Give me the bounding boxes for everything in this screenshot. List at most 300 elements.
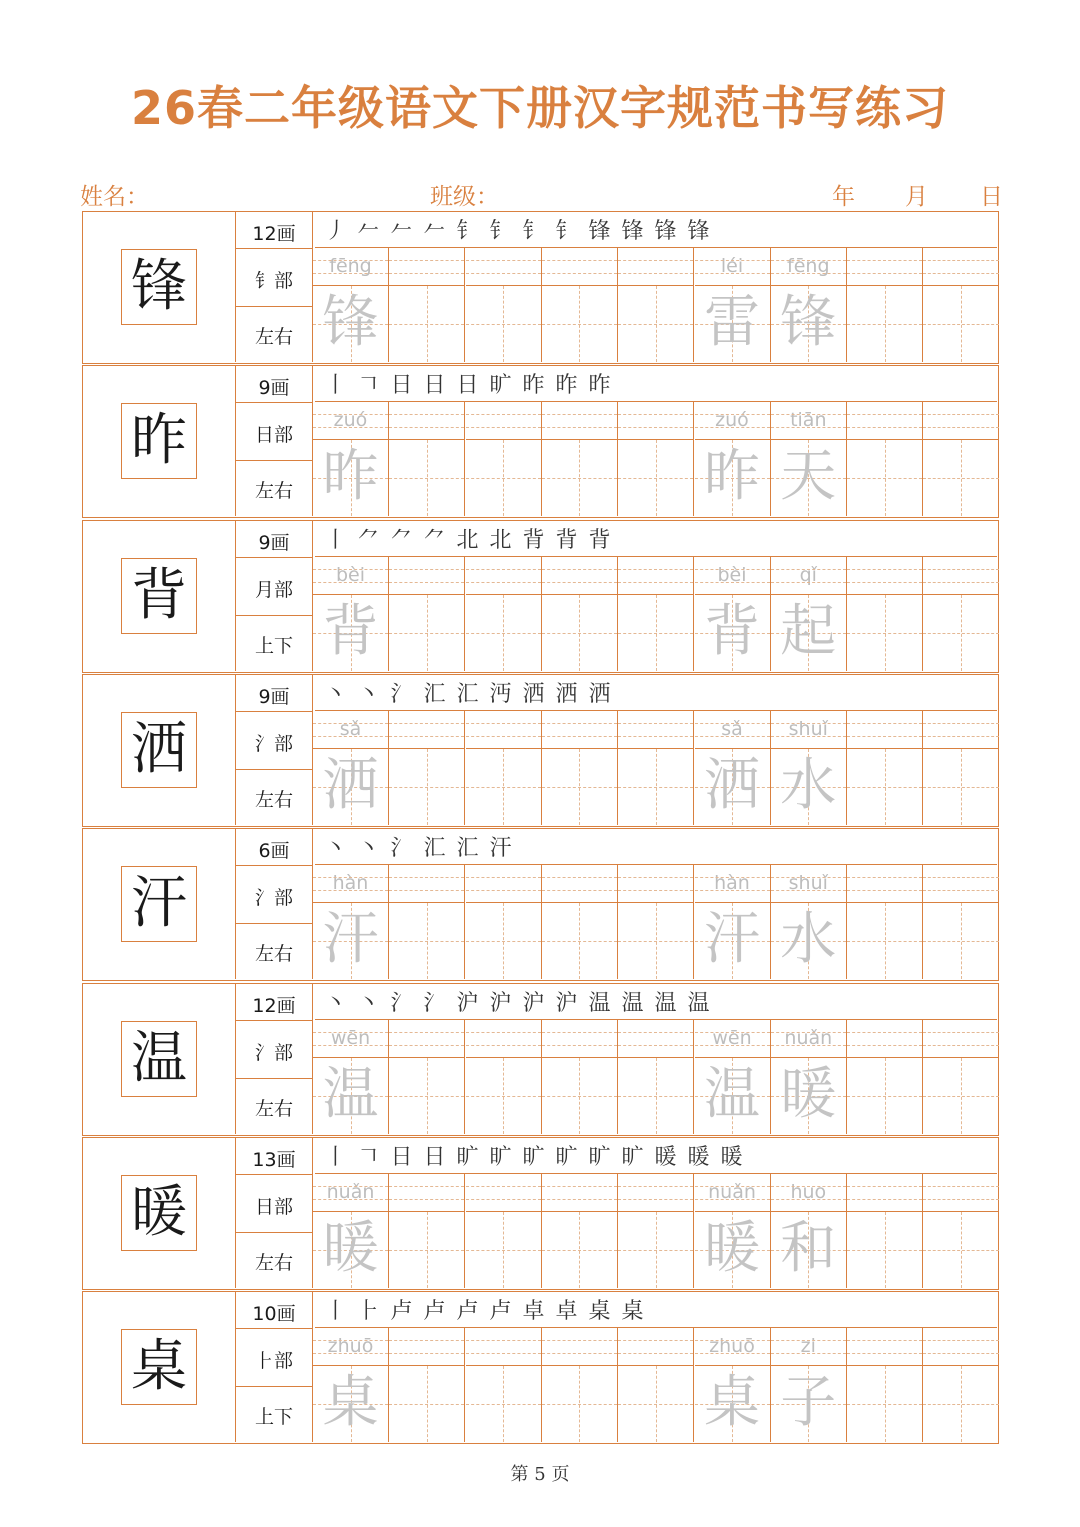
info-divider xyxy=(236,557,312,558)
character-block xyxy=(82,365,999,518)
radical-label: 钅部 xyxy=(254,270,293,292)
pinyin-line xyxy=(542,1328,618,1366)
writing-cell[interactable] xyxy=(771,402,847,516)
character-block xyxy=(82,674,999,827)
writing-cell[interactable] xyxy=(313,1174,389,1288)
trace-character: 暖 xyxy=(780,1061,837,1127)
pinyin-line: shuǐ xyxy=(771,865,847,903)
writing-cell[interactable] xyxy=(618,557,694,671)
character-info xyxy=(236,984,313,1134)
stroke-step: 锋 xyxy=(588,219,611,244)
info-divider xyxy=(236,1078,312,1079)
radical-label: 氵部 xyxy=(254,1041,293,1064)
structure-label: 上下 xyxy=(254,634,293,657)
tian-grid-box xyxy=(466,286,542,362)
tian-grid-box xyxy=(389,1058,465,1134)
writing-cell[interactable] xyxy=(466,1174,542,1288)
tian-grid-box xyxy=(313,903,389,979)
stroke-step: 钅 xyxy=(522,219,545,244)
trace-character: 暖 xyxy=(704,1215,760,1281)
stroke-step: 旷 xyxy=(621,1144,644,1170)
trace-character: 起 xyxy=(780,598,837,664)
pinyin-line: zi xyxy=(771,1328,847,1366)
stroke-step: 暖 xyxy=(720,1144,743,1170)
writing-cell[interactable] xyxy=(542,711,618,825)
pinyin-line xyxy=(923,865,999,903)
writing-grid xyxy=(313,402,998,516)
writing-cell[interactable] xyxy=(771,1328,847,1442)
writing-cell[interactable] xyxy=(313,1328,389,1442)
trace-character: 洒 xyxy=(704,752,760,818)
character-info xyxy=(236,829,313,979)
writing-cell[interactable] xyxy=(847,248,923,362)
pinyin-line xyxy=(466,1020,542,1058)
writing-cell[interactable] xyxy=(542,557,618,671)
tian-grid-box xyxy=(847,903,923,979)
writing-cell[interactable] xyxy=(466,402,542,516)
stroke-step: 氵 xyxy=(390,681,413,707)
tian-grid-box xyxy=(923,440,999,516)
model-character-cell xyxy=(83,829,236,979)
stroke-step: 沪 xyxy=(555,990,578,1016)
writing-cell[interactable] xyxy=(389,1020,465,1134)
tian-grid-box xyxy=(313,749,389,825)
stroke-step: 背 xyxy=(522,527,545,553)
character-block xyxy=(82,1291,999,1444)
model-character-cell xyxy=(83,212,236,362)
stroke-step: 旷 xyxy=(522,1144,545,1170)
pinyin-line: léi xyxy=(695,248,771,286)
tian-grid-box xyxy=(618,1058,694,1134)
pinyin-line xyxy=(618,402,694,440)
stroke-step: 钅 xyxy=(555,219,578,244)
tian-grid-box xyxy=(466,749,542,825)
pinyin-line xyxy=(618,1328,694,1366)
structure-label: 左右 xyxy=(254,1097,293,1120)
radical-label: 日部 xyxy=(254,424,293,447)
tian-grid-box xyxy=(771,1212,847,1288)
writing-cell[interactable] xyxy=(313,865,389,979)
tian-grid-box xyxy=(695,1058,771,1134)
writing-cell[interactable] xyxy=(771,248,847,362)
writing-cell[interactable] xyxy=(618,1328,694,1442)
stroke-step: 沪 xyxy=(489,990,512,1016)
stroke-step: 昨 xyxy=(522,373,545,399)
tian-grid-box xyxy=(313,1212,389,1288)
stroke-step: 氵 xyxy=(390,836,413,862)
writing-cell[interactable] xyxy=(695,248,771,362)
writing-cell[interactable] xyxy=(771,865,847,979)
writing-cell[interactable] xyxy=(542,1020,618,1134)
writing-cell[interactable] xyxy=(618,1174,694,1288)
tian-grid-box xyxy=(466,1366,542,1442)
writing-cell[interactable] xyxy=(695,1174,771,1288)
writing-cell[interactable] xyxy=(847,1328,923,1442)
stroke-step: 氵 xyxy=(423,990,446,1016)
structure-label: 左右 xyxy=(254,943,293,966)
tian-grid-box xyxy=(695,440,771,516)
writing-cell[interactable] xyxy=(313,1020,389,1134)
class-label: 班级： xyxy=(430,184,499,210)
writing-cell[interactable] xyxy=(542,402,618,516)
info-divider xyxy=(236,402,312,403)
info-divider xyxy=(236,711,312,712)
writing-cell[interactable] xyxy=(389,1328,465,1442)
writing-cell[interactable] xyxy=(542,1328,618,1442)
stroke-step: 丨 xyxy=(324,527,347,553)
tian-grid-box xyxy=(695,749,771,825)
pinyin-line xyxy=(923,1328,999,1366)
model-character-cell xyxy=(83,675,236,825)
pinyin-line xyxy=(389,1174,465,1212)
tian-grid-box xyxy=(923,749,999,825)
pinyin-line xyxy=(847,865,923,903)
stroke-step: 汇 xyxy=(423,836,446,862)
pinyin-line xyxy=(618,865,694,903)
tian-grid-box xyxy=(923,903,999,979)
writing-cell[interactable] xyxy=(618,248,694,362)
stroke-step: 昨 xyxy=(588,373,611,399)
stroke-step: 桌 xyxy=(588,1299,611,1325)
model-character: 桌 xyxy=(121,1329,197,1405)
info-divider xyxy=(236,615,312,616)
structure-label: 上下 xyxy=(254,1406,293,1429)
pinyin-line xyxy=(847,1174,923,1212)
stroke-step: 锋 xyxy=(654,219,677,244)
pinyin-line xyxy=(542,711,618,749)
writing-cell[interactable] xyxy=(847,711,923,825)
model-character: 洒 xyxy=(121,712,197,788)
stroke-step: 丶 xyxy=(324,836,347,862)
tian-grid-box xyxy=(923,595,999,671)
stroke-count: 10画 xyxy=(252,1303,296,1326)
writing-cell[interactable] xyxy=(695,865,771,979)
writing-cell[interactable] xyxy=(466,865,542,979)
stroke-step: 旷 xyxy=(555,1144,578,1170)
tian-grid-box xyxy=(389,903,465,979)
writing-grid xyxy=(313,1174,998,1288)
tian-grid-box xyxy=(389,1212,465,1288)
writing-cell[interactable] xyxy=(923,865,999,979)
tian-grid-box xyxy=(542,1212,618,1288)
stroke-step: 丶 xyxy=(357,990,380,1016)
writing-cell[interactable] xyxy=(847,1174,923,1288)
stroke-step: 丨 xyxy=(324,1144,347,1170)
trace-character: 洒 xyxy=(322,752,379,818)
writing-cell[interactable] xyxy=(695,711,771,825)
tian-grid-box xyxy=(466,1212,542,1288)
stroke-count: 6画 xyxy=(258,840,290,863)
stroke-step: 北 xyxy=(489,527,512,553)
writing-cell[interactable] xyxy=(466,248,542,362)
writing-cell[interactable] xyxy=(466,711,542,825)
writing-cell[interactable] xyxy=(847,557,923,671)
writing-cell[interactable] xyxy=(466,1328,542,1442)
writing-cell[interactable] xyxy=(618,402,694,516)
pinyin-line xyxy=(923,1174,999,1212)
pinyin-line: tiān xyxy=(771,402,847,440)
writing-cell[interactable] xyxy=(923,557,999,671)
writing-cell[interactable] xyxy=(771,1020,847,1134)
page-title: 26春二年级语文下册汉字规范书写练习 xyxy=(130,81,949,135)
writing-cell[interactable] xyxy=(771,1174,847,1288)
writing-cell[interactable] xyxy=(542,865,618,979)
tian-grid-box xyxy=(771,903,847,979)
trace-character: 汗 xyxy=(322,907,379,973)
stroke-step: 𠂉 xyxy=(423,219,446,244)
stroke-step: 丶 xyxy=(324,990,347,1016)
stroke-step: 沔 xyxy=(489,681,512,707)
tian-grid-box xyxy=(466,440,542,516)
stroke-step: 锋 xyxy=(687,219,710,244)
stroke-step: 日 xyxy=(423,1144,446,1170)
stroke-step: 丶 xyxy=(357,836,380,862)
writing-cell[interactable] xyxy=(389,1174,465,1288)
writing-cell[interactable] xyxy=(923,1328,999,1442)
character-block xyxy=(82,983,999,1136)
stroke-step: 暖 xyxy=(654,1144,677,1170)
writing-cell[interactable] xyxy=(389,557,465,671)
writing-cell[interactable] xyxy=(847,1020,923,1134)
pinyin-line xyxy=(466,248,542,286)
pinyin-line: wēn xyxy=(695,1020,771,1058)
tian-grid-box xyxy=(847,1058,923,1134)
pinyin-line xyxy=(923,711,999,749)
tian-grid-box xyxy=(618,1212,694,1288)
stroke-order xyxy=(315,829,997,865)
tian-grid-box xyxy=(771,595,847,671)
stroke-step: 丶 xyxy=(357,681,380,707)
tian-grid-box xyxy=(618,1366,694,1442)
stroke-step: 卢 xyxy=(456,1299,479,1325)
model-character: 汗 xyxy=(121,866,197,942)
writing-cell[interactable] xyxy=(313,402,389,516)
info-divider xyxy=(236,460,312,461)
pinyin-line xyxy=(618,557,694,595)
trace-character: 汗 xyxy=(704,907,760,973)
pinyin-line xyxy=(466,1328,542,1366)
stroke-order xyxy=(315,366,997,402)
writing-cell[interactable] xyxy=(923,1174,999,1288)
pinyin-line xyxy=(542,248,618,286)
tian-grid-box xyxy=(695,903,771,979)
trace-character: 暖 xyxy=(322,1215,379,1281)
stroke-order xyxy=(315,675,997,711)
writing-cell[interactable] xyxy=(923,711,999,825)
info-divider xyxy=(236,248,312,249)
writing-cell[interactable] xyxy=(313,248,389,362)
writing-cell[interactable] xyxy=(695,1020,771,1134)
pinyin-line xyxy=(847,1328,923,1366)
trace-character: 雷 xyxy=(704,290,760,355)
pinyin-line: zhuō xyxy=(313,1328,389,1366)
stroke-step: 沪 xyxy=(522,990,545,1016)
stroke-step: 卢 xyxy=(390,1299,413,1325)
trace-character: 水 xyxy=(780,752,837,818)
pinyin-line: hàn xyxy=(695,865,771,903)
info-divider xyxy=(236,306,312,307)
trace-character: 背 xyxy=(322,598,379,664)
tian-grid-box xyxy=(695,286,771,362)
writing-cell[interactable] xyxy=(389,402,465,516)
tian-grid-box xyxy=(313,440,389,516)
info-divider xyxy=(236,1174,312,1175)
stroke-step: 丶 xyxy=(324,681,347,707)
model-character: 暖 xyxy=(121,1175,197,1251)
structure-label: 左右 xyxy=(254,326,293,348)
stroke-order xyxy=(315,1292,997,1328)
pinyin-line: qǐ xyxy=(771,557,847,595)
tian-grid-box xyxy=(695,1366,771,1442)
stroke-step: 昨 xyxy=(555,373,578,399)
model-character: 背 xyxy=(121,558,197,634)
pinyin-line: shuǐ xyxy=(771,711,847,749)
writing-cell[interactable] xyxy=(923,248,999,362)
trace-character: 桌 xyxy=(322,1370,379,1436)
stroke-step: 卢 xyxy=(423,1299,446,1325)
writing-cell[interactable] xyxy=(695,557,771,671)
info-divider xyxy=(236,923,312,924)
stroke-step: 桌 xyxy=(621,1299,644,1325)
pinyin-line: nuǎn xyxy=(313,1174,389,1212)
stroke-step: 汇 xyxy=(423,681,446,707)
stroke-step: 背 xyxy=(588,527,611,553)
pinyin-line: sǎ xyxy=(695,711,771,749)
writing-cell[interactable] xyxy=(923,402,999,516)
stroke-step: 暖 xyxy=(687,1144,710,1170)
tian-grid-box xyxy=(771,286,847,362)
pinyin-line xyxy=(389,865,465,903)
trace-character: 桌 xyxy=(704,1370,760,1436)
character-info xyxy=(236,1138,313,1288)
info-divider xyxy=(236,769,312,770)
tian-grid-box xyxy=(313,286,389,362)
tian-grid-box xyxy=(847,1212,923,1288)
writing-cell[interactable] xyxy=(695,402,771,516)
writing-cell[interactable] xyxy=(542,248,618,362)
tian-grid-box xyxy=(466,1058,542,1134)
pinyin-line: bèi xyxy=(695,557,771,595)
stroke-step: 汗 xyxy=(489,836,512,862)
pinyin-line xyxy=(542,1174,618,1212)
writing-cell[interactable] xyxy=(618,1020,694,1134)
tian-grid-box xyxy=(313,1058,389,1134)
tian-grid-box xyxy=(618,286,694,362)
writing-cell[interactable] xyxy=(923,1020,999,1134)
stroke-step: 沪 xyxy=(456,990,479,1016)
writing-cell[interactable] xyxy=(389,865,465,979)
writing-cell[interactable] xyxy=(695,1328,771,1442)
writing-cell[interactable] xyxy=(847,402,923,516)
stroke-step: 温 xyxy=(621,990,644,1016)
trace-character: 天 xyxy=(780,444,837,510)
pinyin-line: nuǎn xyxy=(695,1174,771,1212)
writing-grid xyxy=(313,865,998,979)
writing-cell[interactable] xyxy=(389,711,465,825)
model-character-cell xyxy=(83,1292,236,1442)
tian-grid-box xyxy=(466,595,542,671)
pinyin-line xyxy=(847,711,923,749)
character-info xyxy=(236,1292,313,1442)
writing-cell[interactable] xyxy=(771,557,847,671)
stroke-step: 钅 xyxy=(456,219,479,244)
tian-grid-box xyxy=(847,749,923,825)
stroke-step: 锋 xyxy=(621,219,644,244)
stroke-step: ⺈ xyxy=(390,527,413,553)
writing-cell[interactable] xyxy=(542,1174,618,1288)
stroke-order xyxy=(315,1138,997,1174)
pinyin-line xyxy=(923,1020,999,1058)
tian-grid-box xyxy=(923,286,999,362)
tian-grid-box xyxy=(695,595,771,671)
stroke-step: 卓 xyxy=(522,1299,545,1325)
writing-grid xyxy=(313,248,998,362)
pinyin-line xyxy=(618,1020,694,1058)
stroke-step: ⺊ xyxy=(357,1299,380,1325)
writing-cell[interactable] xyxy=(771,711,847,825)
pinyin-line xyxy=(542,402,618,440)
character-block xyxy=(82,1137,999,1290)
stroke-step: 温 xyxy=(588,990,611,1016)
tian-grid-box xyxy=(313,1366,389,1442)
tian-grid-box xyxy=(847,595,923,671)
stroke-step: 旷 xyxy=(588,1144,611,1170)
tian-grid-box xyxy=(923,1366,999,1442)
trace-character: 锋 xyxy=(322,290,379,355)
writing-cell[interactable] xyxy=(618,711,694,825)
writing-cell[interactable] xyxy=(466,557,542,671)
stroke-step: ⺈ xyxy=(357,527,380,553)
character-block xyxy=(82,211,999,364)
writing-cell[interactable] xyxy=(313,711,389,825)
writing-cell[interactable] xyxy=(313,557,389,671)
stroke-step: 日 xyxy=(390,1144,413,1170)
info-divider xyxy=(236,1386,312,1387)
tian-grid-box xyxy=(542,595,618,671)
stroke-step: 旷 xyxy=(489,373,512,399)
pinyin-line xyxy=(847,557,923,595)
writing-cell[interactable] xyxy=(389,248,465,362)
writing-cell[interactable] xyxy=(847,865,923,979)
stroke-step: 日 xyxy=(390,373,413,399)
pinyin-line: fēng xyxy=(771,248,847,286)
writing-cell[interactable] xyxy=(618,865,694,979)
pinyin-line: huo xyxy=(771,1174,847,1212)
trace-character: 昨 xyxy=(704,444,760,510)
tian-grid-box xyxy=(389,749,465,825)
tian-grid-box xyxy=(389,286,465,362)
stroke-count: 9画 xyxy=(258,377,290,400)
stroke-step: 钅 xyxy=(489,219,512,244)
stroke-order xyxy=(315,212,997,248)
tian-grid-box xyxy=(542,903,618,979)
pinyin-line xyxy=(542,557,618,595)
tian-grid-box xyxy=(771,1366,847,1442)
model-character-cell xyxy=(83,521,236,671)
character-info xyxy=(236,521,313,671)
stroke-step: 温 xyxy=(687,990,710,1016)
stroke-order xyxy=(315,984,997,1020)
model-character: 温 xyxy=(121,1021,197,1097)
stroke-step: 卓 xyxy=(555,1299,578,1325)
pinyin-line: hàn xyxy=(313,865,389,903)
pinyin-line xyxy=(466,711,542,749)
tian-grid-box xyxy=(542,440,618,516)
name-label: 姓名： xyxy=(80,184,149,210)
character-block xyxy=(82,828,999,981)
writing-cell[interactable] xyxy=(466,1020,542,1134)
info-divider xyxy=(236,1232,312,1233)
